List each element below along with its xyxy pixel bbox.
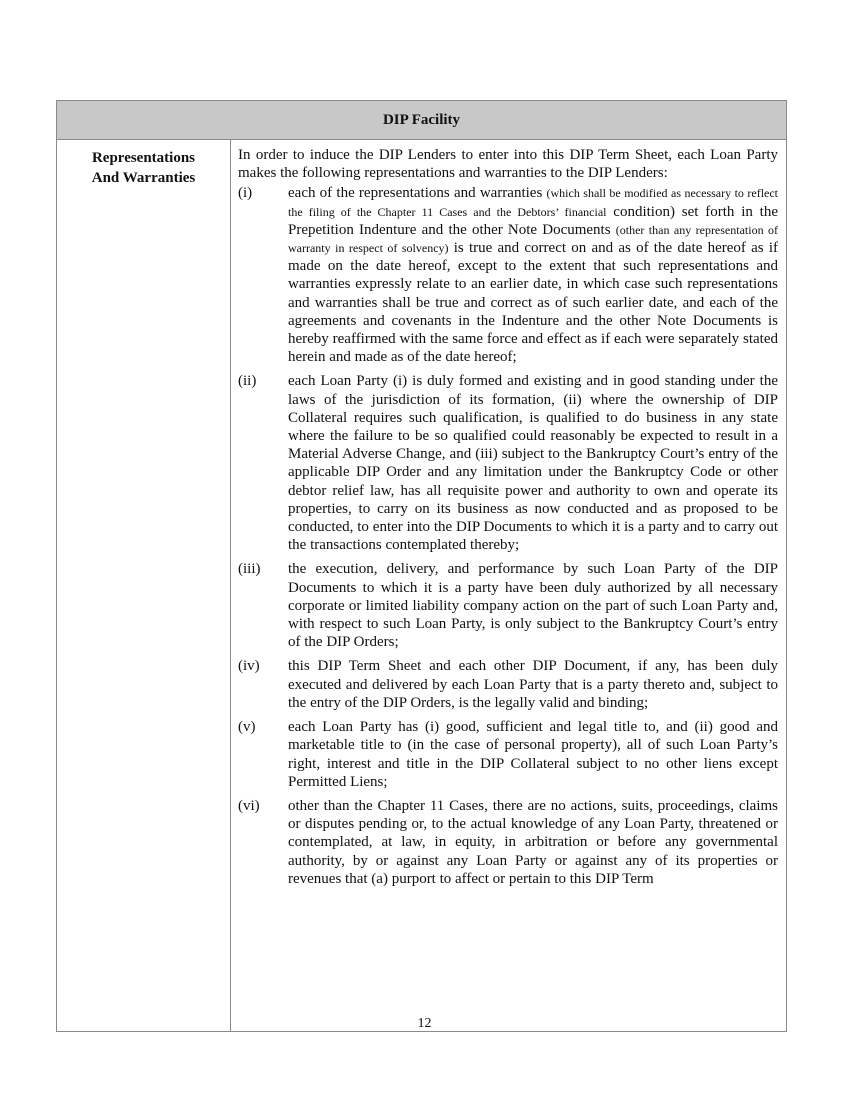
list-item bbox=[238, 372, 778, 554]
item-text-small: (other than any representation of warranty in respect of solvency) bbox=[288, 222, 778, 256]
section-content bbox=[231, 140, 787, 1032]
section-title-line2: And Warranties bbox=[91, 170, 196, 186]
term-sheet-table bbox=[56, 100, 787, 1032]
list-item bbox=[238, 184, 778, 366]
item-number: (iii) bbox=[238, 561, 261, 578]
section-title bbox=[57, 140, 231, 1032]
item-text: other than the Chapter 11 Cases, there are no actions, suits, proceedings, claims or disputes pending or, to the actual knowledge of any Loan Party, threatened or contemplated, at law, in equity, in arbitration or before any governmental authority, by or against any Loan Party or against any of its properties or revenues that (a) purport to affect or pertain to this DIP Term bbox=[288, 797, 778, 887]
table-header-row bbox=[57, 101, 787, 140]
intro-paragraph: In order to induce the DIP Lenders to enter into this DIP Term Sheet, each Loan Party makes the following representations and warranties to the DIP Lenders: bbox=[238, 147, 778, 182]
list-item bbox=[238, 797, 778, 888]
item-number: (i) bbox=[238, 185, 253, 202]
page-number: 12 bbox=[417, 1016, 432, 1031]
section-title-line1: Representations bbox=[91, 150, 196, 166]
item-number: (v) bbox=[238, 719, 256, 736]
item-text: the execution, delivery, and performance by such Loan Party of the DIP Documents to which it is a party have been duly authorized by all necessary corporate or limited liability company action on the part of such Loan Party and, with respect to such Loan Party, is only subject to the Bankruptcy Court’s entry of the DIP Orders; bbox=[288, 561, 778, 651]
item-text: each Loan Party (i) is duly formed and existing and in good standing under the laws of the jurisdiction of its formation, (ii) where the ownership of DIP Collateral requires such qualification, is qualified to do business in any state where the failure to be so qualified could reasonably be expected to result in a Material Adverse Change, and (iii) subject to the Bankruptcy Court’s entry of the applicable DIP Order and any limitation under the Bankruptcy Code or other debtor relief law, has all requisite power and authority to own and operate its properties, to carry on its business as now conducted and as proposed to be conducted, to enter into the DIP Documents to which it is a party and to carry out the transactions contemplated thereby; bbox=[288, 373, 778, 554]
item-text-part: is true and correct on and as of the date hereof as if made on the date hereof, except to the extent that such representations and warranties expressly relate to an earlier date, in which case such representations and warranties shall be true and correct as of such earlier date, and each of the agreements and covenants in the Indenture and the other Note Documents is hereby reaffirmed with the same force and effect as if each were separately stated herein and made as of the date hereof; bbox=[288, 240, 778, 366]
item-text-part: condition) set forth in the Prepetition Indenture and the other Note Documents bbox=[288, 203, 779, 238]
item-number: (ii) bbox=[238, 373, 257, 390]
section-row bbox=[57, 140, 787, 1032]
list-item bbox=[238, 718, 778, 791]
table-header: DIP Facility bbox=[57, 101, 787, 140]
item-text bbox=[288, 184, 778, 366]
item-text-small: (which shall be modified as necessary to reflect the filing of the Chapter 11 Cases and the Debtors’ financial bbox=[288, 186, 779, 219]
item-text: this DIP Term Sheet and each other DIP Document, if any, has been duly executed and delivered by each Loan Party that is a party thereto and, subject to the entry of the DIP Orders, is the legally valid and binding; bbox=[288, 658, 778, 711]
list-item bbox=[238, 657, 778, 712]
item-number: (iv) bbox=[238, 658, 260, 675]
item-text-part: each of the representations and warranties bbox=[288, 185, 547, 202]
item-number: (vi) bbox=[238, 797, 260, 814]
item-text: each Loan Party has (i) good, sufficient and legal title to, and (ii) good and marketable title to (in the case of personal property), all of such Loan Party’s right, interest and title in the DIP Collateral subject to no other liens except Permitted Liens; bbox=[288, 719, 778, 790]
list-item bbox=[238, 560, 778, 651]
